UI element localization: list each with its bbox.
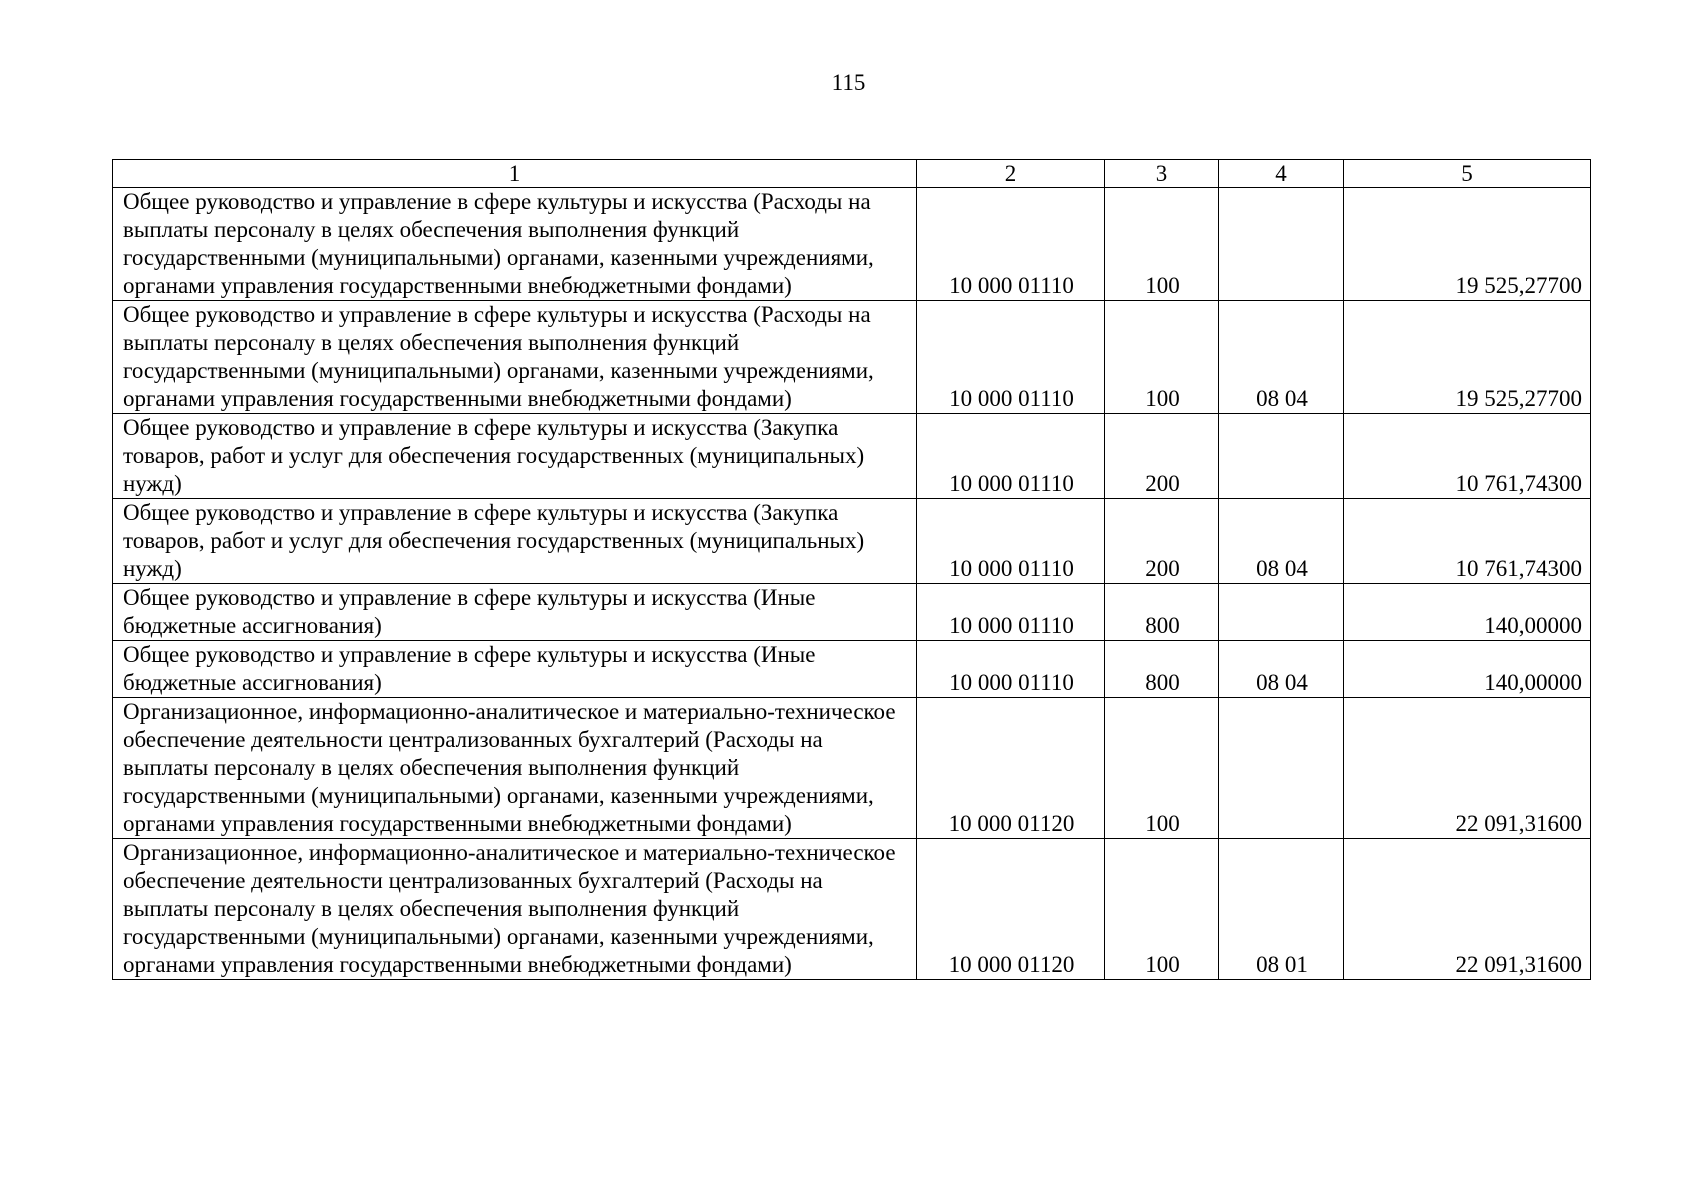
row-name-cell: Общее руководство и управление в сфере культуры и искусства (Расходы на выплаты персоналу в целях обеспечения выполнения функций государственными (муниципальными) органами, казенными учреждениями, органами управления государственными внебюджетными фондами) <box>113 188 917 301</box>
table-row <box>113 641 1591 698</box>
row-name-cell: Общее руководство и управление в сфере культуры и искусства (Иные бюджетные ассигнования) <box>113 641 917 698</box>
row-type-cell: 200 <box>1105 499 1219 584</box>
row-code-cell: 10 000 01110 <box>917 584 1105 641</box>
row-section-cell: 08 04 <box>1219 499 1344 584</box>
row-amount-cell: 140,00000 <box>1344 641 1591 698</box>
row-section-cell <box>1219 584 1344 641</box>
row-code-cell: 10 000 01110 <box>917 188 1105 301</box>
table-row <box>113 414 1591 499</box>
row-type-cell: 100 <box>1105 301 1219 414</box>
row-type-cell: 100 <box>1105 698 1219 839</box>
row-section-cell: 08 01 <box>1219 839 1344 980</box>
row-amount-cell: 10 761,74300 <box>1344 499 1591 584</box>
table-row <box>113 584 1591 641</box>
row-code-cell: 10 000 01110 <box>917 499 1105 584</box>
row-amount-cell: 10 761,74300 <box>1344 414 1591 499</box>
row-section-cell: 08 04 <box>1219 301 1344 414</box>
row-amount-cell: 22 091,31600 <box>1344 698 1591 839</box>
row-code-cell: 10 000 01120 <box>917 839 1105 980</box>
row-code-cell: 10 000 01120 <box>917 698 1105 839</box>
table-row <box>113 839 1591 980</box>
header-col-1: 1 <box>113 160 917 188</box>
row-section-cell: 08 04 <box>1219 641 1344 698</box>
row-amount-cell: 19 525,27700 <box>1344 188 1591 301</box>
row-name-cell: Организационное, информационно-аналитическое и материально-техническое обеспечение деятельности централизованных бухгалтерий (Расходы на выплаты персоналу в целях обеспечения выполнения функций государственными (муниципальными) органами, казенными учреждениями, органами управления государственными внебюджетными фондами) <box>113 698 917 839</box>
row-name-cell: Общее руководство и управление в сфере культуры и искусства (Закупка товаров, работ и услуг для обеспечения государственных (муниципальных) нужд) <box>113 414 917 499</box>
row-name-cell: Организационное, информационно-аналитическое и материально-техническое обеспечение деятельности централизованных бухгалтерий (Расходы на выплаты персоналу в целях обеспечения выполнения функций государственными (муниципальными) органами, казенными учреждениями, органами управления государственными внебюджетными фондами) <box>113 839 917 980</box>
table-row <box>113 188 1591 301</box>
row-section-cell <box>1219 414 1344 499</box>
row-amount-cell: 19 525,27700 <box>1344 301 1591 414</box>
row-type-cell: 200 <box>1105 414 1219 499</box>
row-code-cell: 10 000 01110 <box>917 301 1105 414</box>
row-type-cell: 800 <box>1105 641 1219 698</box>
row-type-cell: 100 <box>1105 839 1219 980</box>
header-col-4: 4 <box>1219 160 1344 188</box>
row-amount-cell: 22 091,31600 <box>1344 839 1591 980</box>
header-col-3: 3 <box>1105 160 1219 188</box>
row-code-cell: 10 000 01110 <box>917 414 1105 499</box>
table-row <box>113 301 1591 414</box>
row-name-cell: Общее руководство и управление в сфере культуры и искусства (Расходы на выплаты персоналу в целях обеспечения выполнения функций государственными (муниципальными) органами, казенными учреждениями, органами управления государственными внебюджетными фондами) <box>113 301 917 414</box>
header-col-5: 5 <box>1344 160 1591 188</box>
table-header-row <box>113 160 1591 188</box>
row-name-cell: Общее руководство и управление в сфере культуры и искусства (Иные бюджетные ассигнования) <box>113 584 917 641</box>
budget-table <box>112 159 1591 980</box>
row-name-cell: Общее руководство и управление в сфере культуры и искусства (Закупка товаров, работ и услуг для обеспечения государственных (муниципальных) нужд) <box>113 499 917 584</box>
header-col-2: 2 <box>917 160 1105 188</box>
row-code-cell: 10 000 01110 <box>917 641 1105 698</box>
table-row <box>113 698 1591 839</box>
row-section-cell <box>1219 188 1344 301</box>
table-row <box>113 499 1591 584</box>
page-number: 115 <box>831 70 866 95</box>
row-amount-cell: 140,00000 <box>1344 584 1591 641</box>
row-type-cell: 800 <box>1105 584 1219 641</box>
row-section-cell <box>1219 698 1344 839</box>
row-type-cell: 100 <box>1105 188 1219 301</box>
